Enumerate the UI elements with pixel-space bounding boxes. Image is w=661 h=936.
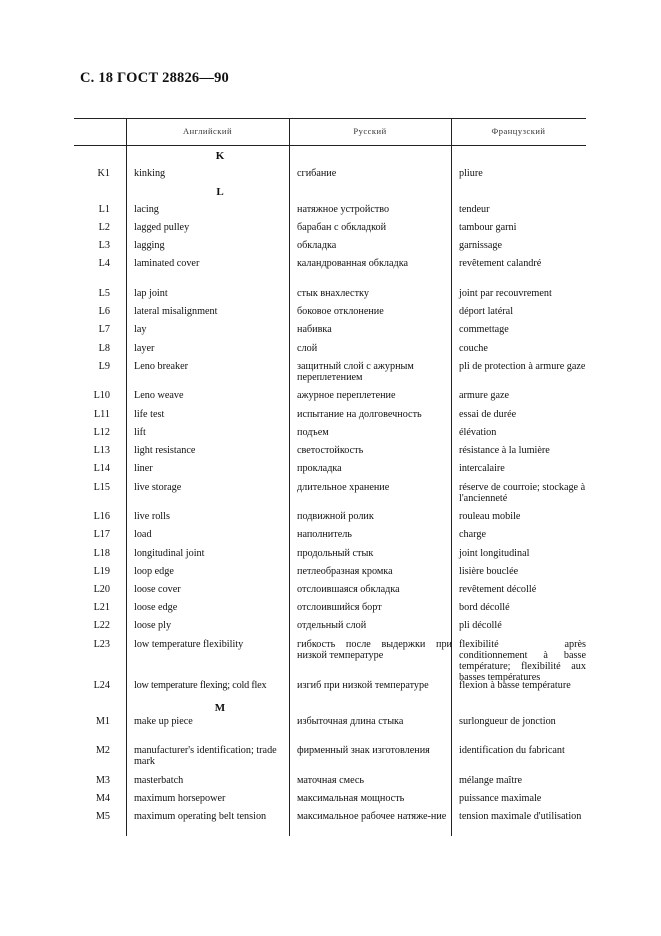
term-russian: испытание на долговечность xyxy=(297,409,422,420)
term-english: kinking xyxy=(134,168,166,179)
term-russian: отслоившаяся обкладка xyxy=(297,584,400,595)
term-code: L17 xyxy=(93,529,110,540)
term-code: L21 xyxy=(93,602,110,613)
term-french: couche xyxy=(459,343,488,354)
term-code: L13 xyxy=(93,445,110,456)
term-russian: ажурное переплетение xyxy=(297,390,396,401)
term-english: manufacturer's identification; trade mark xyxy=(134,745,277,767)
header-french: Французский xyxy=(491,126,546,136)
term-english: lay xyxy=(134,324,147,335)
term-english: loose cover xyxy=(134,584,181,595)
term-code: L7 xyxy=(98,324,110,335)
term-french: tension maximale d'utilisation xyxy=(459,811,582,822)
term-english: longitudinal joint xyxy=(134,548,205,559)
term-french: joint longitudinal xyxy=(459,548,530,559)
term-russian: длительное хранение xyxy=(297,482,390,493)
term-french: tambour garni xyxy=(459,222,517,233)
term-english: lacing xyxy=(134,204,159,215)
term-russian: набивка xyxy=(297,324,332,335)
term-code: L5 xyxy=(98,288,110,299)
term-french: revêtement calandré xyxy=(459,258,542,269)
term-french: armure gaze xyxy=(459,390,510,401)
term-english: make up piece xyxy=(134,716,193,727)
term-french: charge xyxy=(459,529,486,540)
term-english: maximum operating belt tension xyxy=(134,811,267,822)
term-russian: защитный слой с ажурным переплетением xyxy=(297,361,414,383)
term-russian: продольный стык xyxy=(297,548,374,559)
term-code: L6 xyxy=(98,306,110,317)
term-english: live rolls xyxy=(134,511,170,522)
term-code: M2 xyxy=(95,745,110,756)
term-english: low temperature flexing; cold flex xyxy=(134,680,267,691)
term-english: lap joint xyxy=(134,288,168,299)
term-russian: наполнитель xyxy=(297,529,352,540)
term-code: M4 xyxy=(95,793,110,804)
term-english: liner xyxy=(134,463,153,474)
term-russian: отслоившийся борт xyxy=(297,602,382,613)
term-french: pli de protection à armure gaze xyxy=(459,361,586,372)
section-letter-l: L xyxy=(216,186,224,198)
term-french: mélange maître xyxy=(459,775,523,786)
term-english: loop edge xyxy=(134,566,174,577)
term-russian: изгиб при низкой температуре xyxy=(297,680,429,691)
term-english: low temperature flexibility xyxy=(134,639,244,650)
term-english: loose ply xyxy=(134,620,172,631)
term-russian: гибкость после выдержки при низкой температуре xyxy=(297,639,452,661)
term-code: L8 xyxy=(98,343,110,354)
term-russian: избыточная длина стыка xyxy=(297,716,404,727)
term-code: M5 xyxy=(95,811,110,822)
term-english: lagging xyxy=(134,240,165,251)
term-russian: максимальная мощность xyxy=(297,793,405,804)
term-english: masterbatch xyxy=(134,775,184,786)
term-russian: каландрованная обкладка xyxy=(297,258,409,269)
header-russian: Русский xyxy=(353,126,387,136)
column-divider xyxy=(126,118,127,836)
term-russian: маточная смесь xyxy=(297,775,365,786)
term-french: élévation xyxy=(459,427,497,438)
term-russian: прокладка xyxy=(297,463,342,474)
term-russian: отдельный слой xyxy=(297,620,367,631)
term-russian: подъем xyxy=(297,427,329,438)
term-russian: фирменный знак изготовления xyxy=(297,745,430,756)
term-english: lateral misalignment xyxy=(134,306,218,317)
term-french: flexion à basse température xyxy=(459,680,571,691)
term-code: M1 xyxy=(95,716,110,727)
term-code: L15 xyxy=(93,482,110,493)
term-code: L11 xyxy=(93,409,110,420)
term-french: tendeur xyxy=(459,204,490,215)
term-russian: натяжное устройство xyxy=(297,204,390,215)
term-french: essai de durée xyxy=(459,409,517,420)
term-code: L2 xyxy=(98,222,110,233)
term-russian: стык внахлестку xyxy=(297,288,369,299)
term-french: résistance à la lumière xyxy=(459,445,550,456)
term-code: L4 xyxy=(98,258,110,269)
term-english: layer xyxy=(134,343,155,354)
term-russian: петлеобразная кромка xyxy=(297,566,393,577)
term-russian: подвижной ролик xyxy=(297,511,374,522)
section-letter-k: K xyxy=(215,150,225,162)
term-code: L9 xyxy=(98,361,110,372)
term-french: identification du fabricant xyxy=(459,745,565,756)
term-russian: обкладка xyxy=(297,240,337,251)
term-code: L23 xyxy=(93,639,110,650)
term-code: L18 xyxy=(93,548,110,559)
term-french: rouleau mobile xyxy=(459,511,521,522)
term-english: laminated cover xyxy=(134,258,200,269)
term-french: intercalaire xyxy=(459,463,505,474)
term-french: joint par recouvrement xyxy=(459,288,552,299)
term-english: lagged pulley xyxy=(134,222,190,233)
term-french: commettage xyxy=(459,324,509,335)
term-english: light resistance xyxy=(134,445,196,456)
term-russian: светостойкость xyxy=(297,445,364,456)
term-english: life test xyxy=(134,409,165,420)
term-french: lisière bouclée xyxy=(459,566,519,577)
term-russian: барабан с обкладкой xyxy=(297,222,387,233)
term-french: bord décollé xyxy=(459,602,510,613)
term-english: Leno weave xyxy=(134,390,184,401)
term-french: pliure xyxy=(459,168,483,179)
term-russian: боковое отклонение xyxy=(297,306,384,317)
term-english: maximum horsepower xyxy=(134,793,226,804)
header-english: Английский xyxy=(182,126,233,136)
term-french: garnissage xyxy=(459,240,502,251)
term-code: L20 xyxy=(93,584,110,595)
term-code: L3 xyxy=(98,240,110,251)
table-top-rule xyxy=(74,118,586,119)
term-french: puissance maximale xyxy=(459,793,542,804)
term-english: loose edge xyxy=(134,602,178,613)
term-code: L19 xyxy=(93,566,110,577)
term-code: K1 xyxy=(97,168,110,179)
term-code: L1 xyxy=(98,204,110,215)
term-code: L22 xyxy=(93,620,110,631)
term-code: L16 xyxy=(93,511,110,522)
term-russian: максимальное рабочее натяже-ние xyxy=(297,811,447,822)
term-russian: слой xyxy=(297,343,318,354)
page-header: С. 18 ГОСТ 28826—90 xyxy=(80,70,229,86)
term-code: L14 xyxy=(93,463,110,474)
term-french: revêtement décollé xyxy=(459,584,537,595)
section-letter-m: M xyxy=(214,702,226,714)
term-french: pli décollé xyxy=(459,620,502,631)
term-english: lift xyxy=(134,427,146,438)
term-french: flexibilité après conditionnement à basse température; flexibilité aux basses températures xyxy=(459,639,586,683)
table-header-rule xyxy=(74,145,586,146)
term-code: M3 xyxy=(95,775,110,786)
term-english: load xyxy=(134,529,152,540)
term-french: réserve de courroie; stockage à l'ancienneté xyxy=(459,482,586,504)
term-french: surlongueur de jonction xyxy=(459,716,556,727)
term-code: L12 xyxy=(93,427,110,438)
term-english: live storage xyxy=(134,482,182,493)
term-code: L10 xyxy=(93,390,110,401)
term-english: Leno breaker xyxy=(134,361,189,372)
term-french: déport latéral xyxy=(459,306,514,317)
term-russian: сгибание xyxy=(297,168,337,179)
term-code: L24 xyxy=(93,680,110,691)
